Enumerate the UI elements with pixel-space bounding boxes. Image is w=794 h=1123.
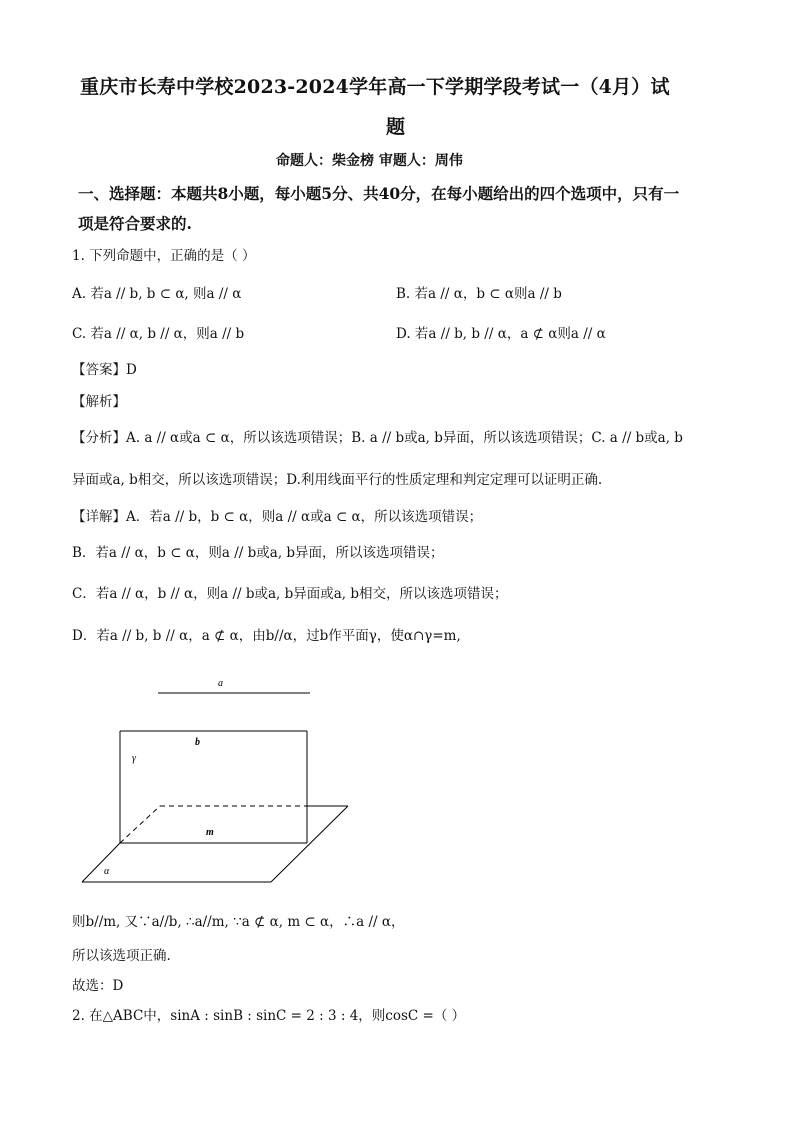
final-choice: 故选：D [72,978,124,994]
option-c: C. 若a // α, b // α，则a // b [72,326,245,342]
answer-label: 【答案】D [72,362,137,378]
option-d: D. 若a // b, b // α，a ⊄ α则a // α [396,326,606,342]
label-alpha: α [104,866,110,877]
option-a: A. 若a // b, b ⊂ α, 则a // α [72,286,242,302]
analysis-line: 异面或a, b相交，所以该选项错误；D.利用线面平行的性质定理和判定定理可以证明正确. [72,472,603,488]
conclusion-line: 则b//m, 又∵a//b, ∴a//m, ∵a ⊄ α, m ⊂ α，∴a // α， [72,914,405,930]
label-b: b [195,737,200,748]
detail-b: B．若a // α，b ⊂ α，则a // b或a, b异面，所以该选项错误； [72,545,444,561]
question-2-stem: 2. 在△ABC中，sinA : sinB : sinC = 2 : 3 : 4，则cosC =（ ） [72,1008,466,1024]
section-header: 一、选择题：本题共8小题，每小题5分、共40分，在每小题给出的四个选项中，只有一 [78,184,680,203]
detail-d: D．若a // b, b // α，a ⊄ α，由b//α，过b作平面γ，使α∩γ=m, [72,628,461,644]
section-header-continued: 项是符合要求的. [78,214,192,233]
label-a: a [218,678,223,689]
geometry-figure [78,670,358,890]
plane-gamma-hidden-diagonal [120,806,160,843]
detail-c: C．若a // α，b // α，则a // b或a, b异面或a, b相交，所以该选项错误； [72,586,508,602]
geometry-svg [78,670,358,890]
analysis-line: 【分析】A. a // α或a ⊂ α，所以该选项错误；B. a // b或a, b异面，所以该选项错误；C. a // b或a, b [72,430,683,446]
page-title-continued: 题 [386,116,406,138]
analysis-label: 【解析】 [72,394,126,410]
question-1-stem: 1. 下列命题中，正确的是（ ） [72,248,256,264]
option-b: B. 若a // α，b ⊂ α则a // b [396,286,562,302]
conclusion-line: 所以该选项正确. [72,948,171,964]
label-m: m [206,827,214,838]
plane-alpha-right-edge [271,806,348,882]
label-gamma: γ [132,753,136,764]
page-title: 重庆市长寿中学校2023-2024学年高一下学期学段考试一（4月）试 [80,76,670,98]
plane-alpha-left-edge [82,843,120,882]
authors-line: 命题人：柴金榜 审题人：周伟 [276,153,463,169]
detail-a: 【详解】A．若a // b，b ⊂ α，则a // α或a ⊂ α，所以该选项错误； [72,509,483,525]
